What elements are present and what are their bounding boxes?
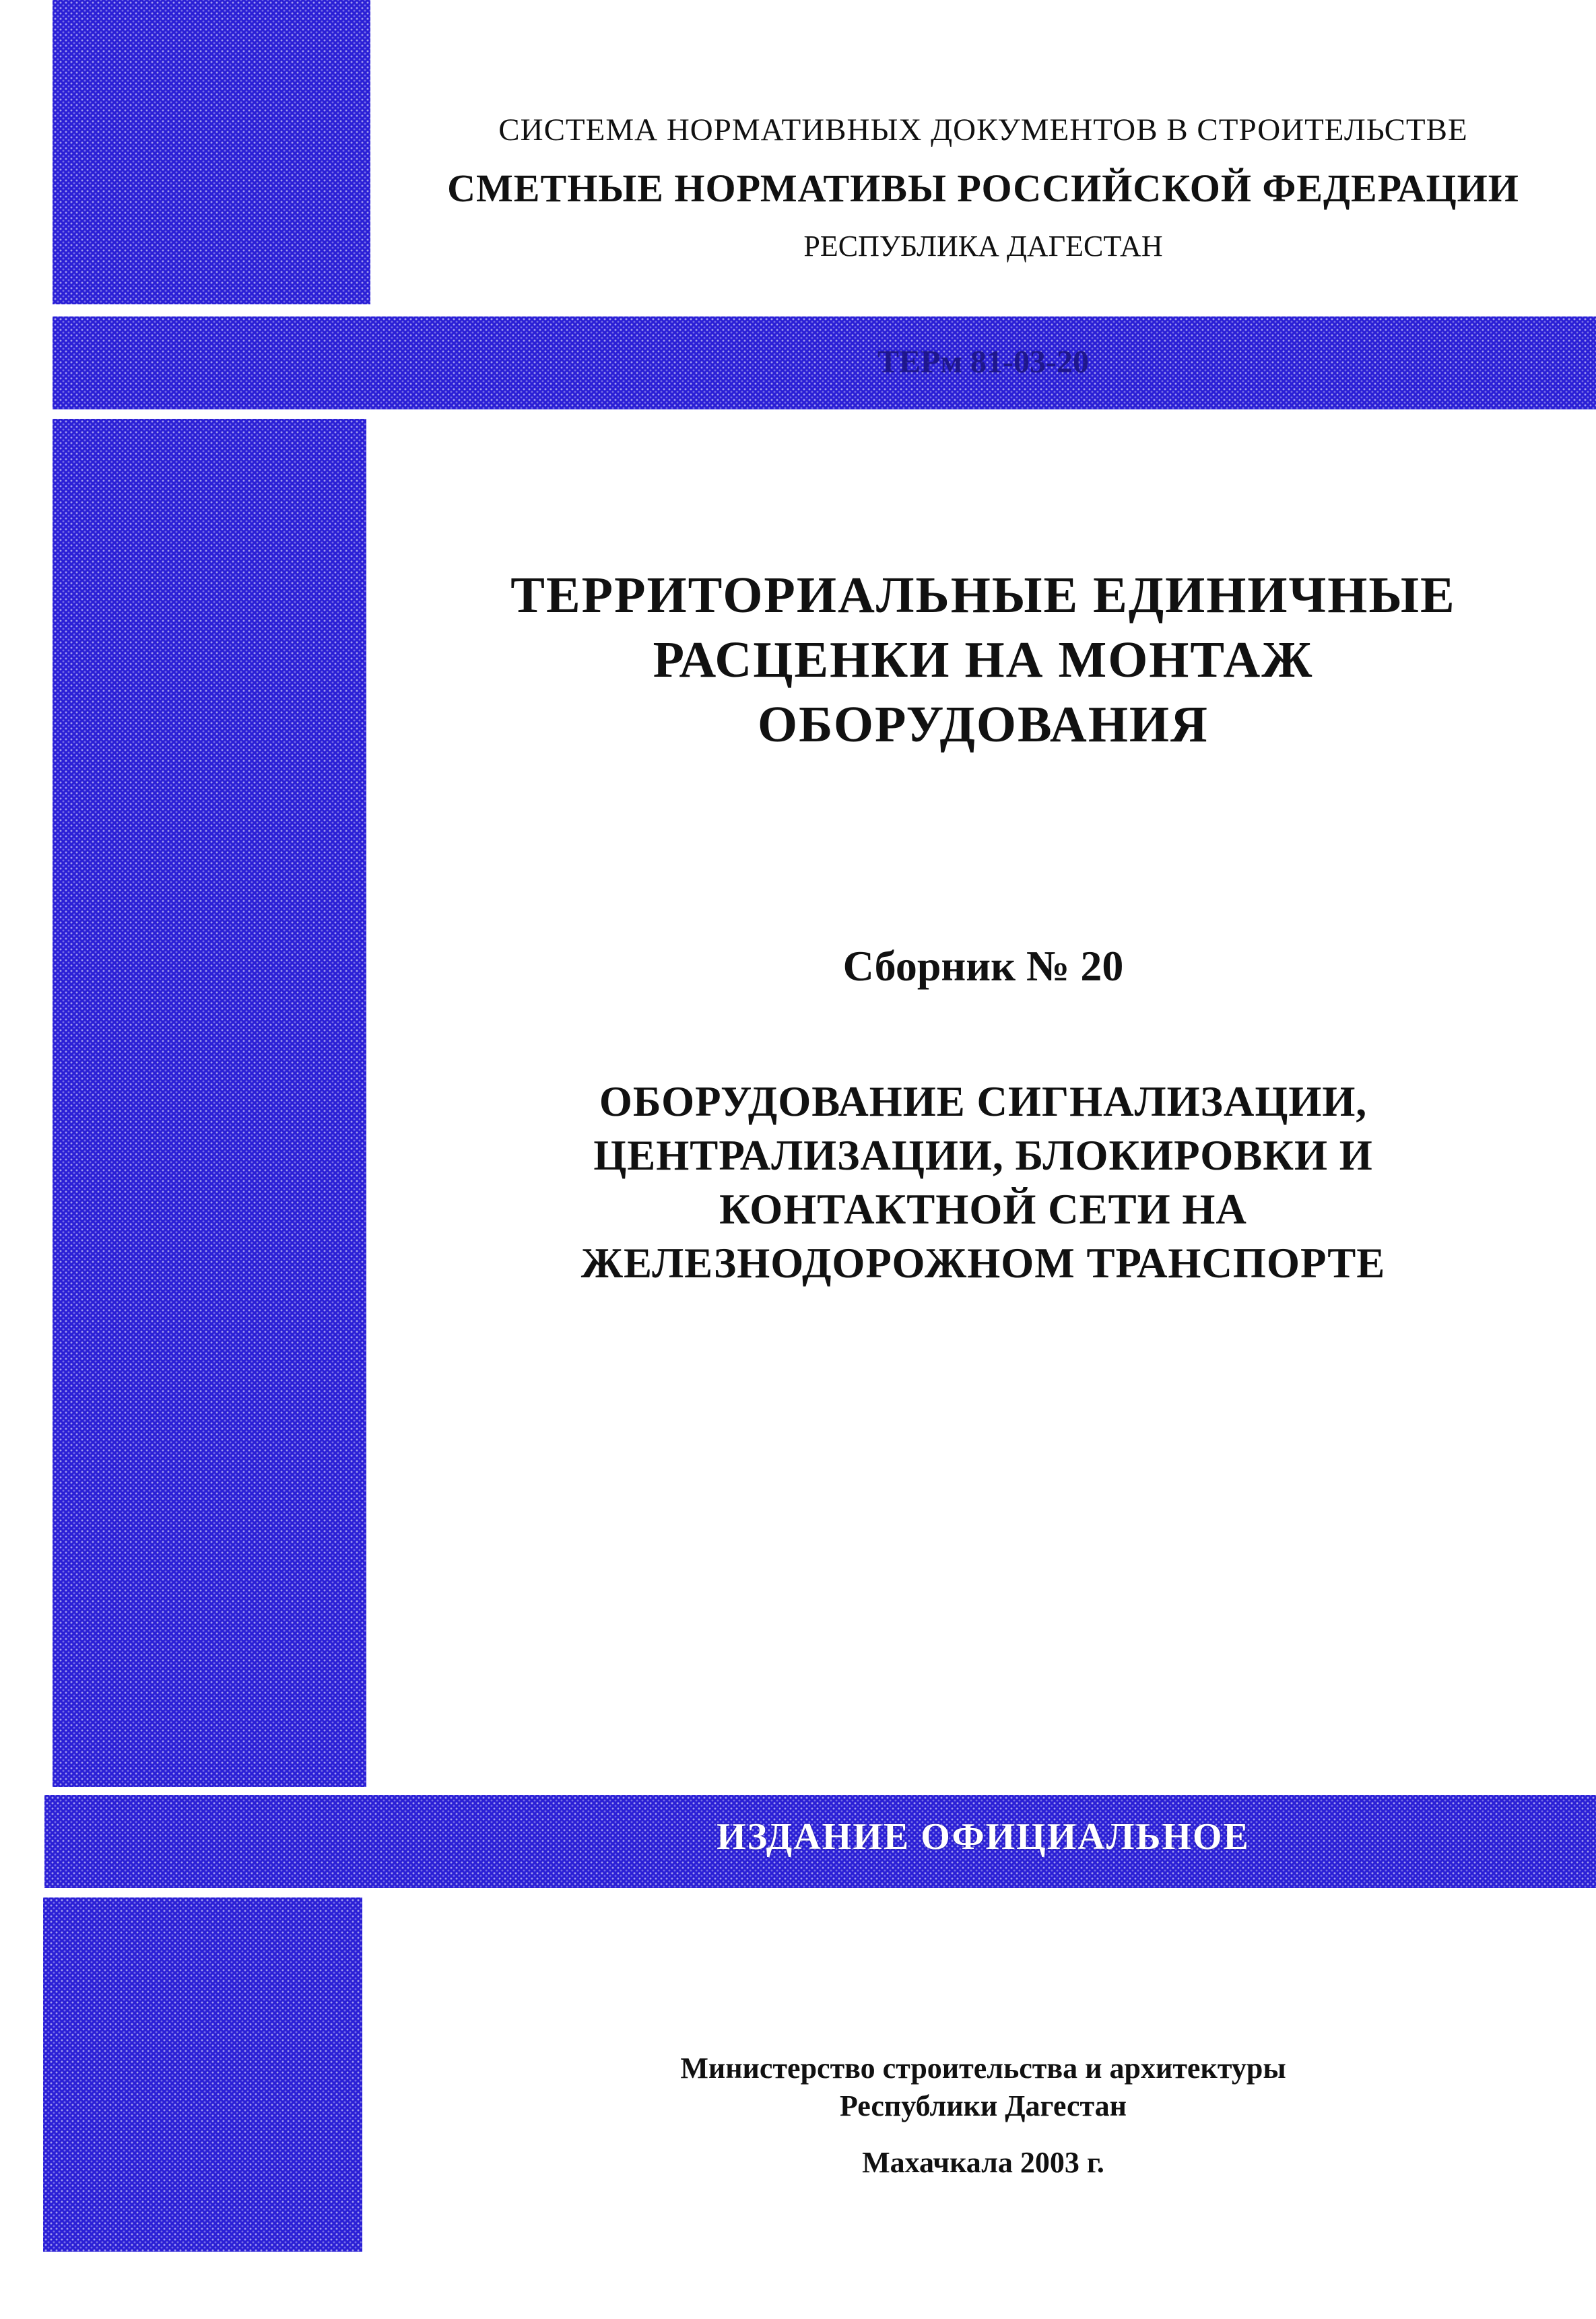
document-code: ТЕРм 81-03-20 <box>877 344 1089 380</box>
blue-column-middle <box>53 419 366 1787</box>
series-heading: СМЕТНЫЕ НОРМАТИВЫ РОССИЙСКОЙ ФЕДЕРАЦИИ <box>447 166 1519 210</box>
subject-line: ОБОРУДОВАНИЕ СИГНАЛИЗАЦИИ, <box>599 1078 1368 1125</box>
subject-line: ЖЕЛЕЗНОДОРОЖНОМ ТРАНСПОРТЕ <box>580 1240 1386 1287</box>
blue-column-top <box>53 0 370 304</box>
edition-label: ИЗДАНИЕ ОФИЦИАЛЬНОЕ <box>717 1816 1250 1858</box>
main-title-line: ТЕРРИТОРИАЛЬНЫЕ ЕДИНИЧНЫЕ <box>510 567 1456 624</box>
system-heading: СИСТЕМА НОРМАТИВНЫХ ДОКУМЕНТОВ В СТРОИТЕЛЬСТВЕ <box>498 112 1468 147</box>
subject-title <box>370 1075 1596 1290</box>
region-heading: РЕСПУБЛИКА ДАГЕСТАН <box>803 230 1163 263</box>
main-title-line: РАСЦЕНКИ НА МОНТАЖ <box>653 632 1314 688</box>
subject-line: КОНТАКТНОЙ СЕТИ НА <box>719 1186 1247 1233</box>
publisher-line: Республики Дагестан <box>839 2089 1127 2122</box>
main-title-line: ОБОРУДОВАНИЯ <box>758 696 1209 753</box>
blue-column-bottom <box>43 1897 362 2252</box>
main-title <box>370 563 1596 757</box>
publisher <box>370 2050 1596 2125</box>
collection-number: Сборник № 20 <box>842 942 1124 990</box>
publisher-line: Министерство строительства и архитектуры <box>680 2052 1286 2085</box>
imprint: Махачкала 2003 г. <box>862 2146 1104 2179</box>
subject-line: ЦЕНТРАЛИЗАЦИИ, БЛОКИРОВКИ И <box>593 1132 1373 1179</box>
